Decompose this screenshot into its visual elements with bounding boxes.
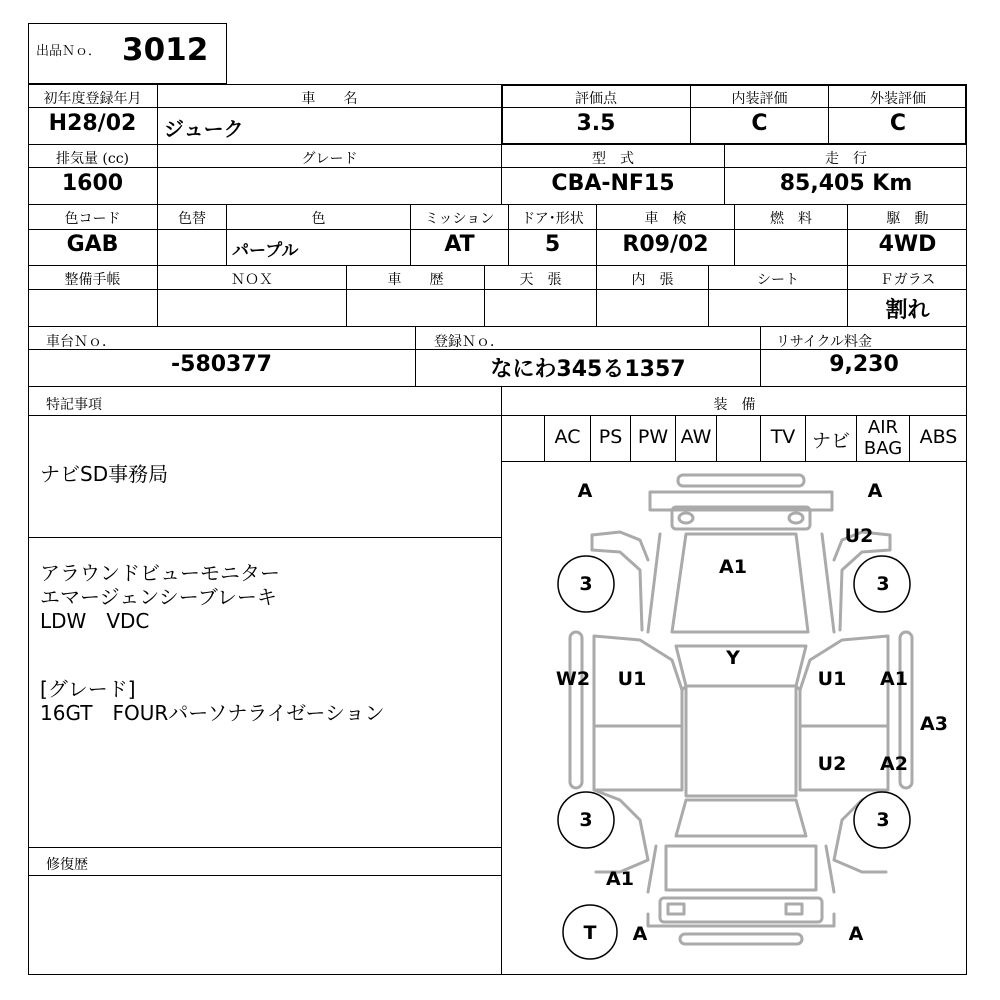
rule [28,229,967,230]
notes-line: エマージェンシーブレーキ [40,585,277,609]
damage-mark: A3 [920,713,948,735]
damage-mark: A2 [880,753,908,775]
car-name-label: 車 名 [301,91,358,107]
damage-mark: U1 [617,668,647,690]
fuel-label: 燃 料 [770,211,812,227]
repair-history-label: 修復歴 [46,857,88,873]
inspection-label: 車 検 [644,211,687,227]
equipment-label: 装 備 [713,397,756,413]
mileage-value: 85,405 Km [779,171,913,196]
damage-mark: A1 [880,668,908,690]
grade-label: グレード [301,151,358,167]
damage-mark: 3 [579,809,593,831]
color-change-label: 色替 [178,211,206,227]
rule [28,386,967,387]
rule [28,847,501,848]
color-value: パープル [232,241,299,261]
damage-mark: A [848,923,864,945]
rule [28,415,967,416]
nox-label: ＮＯＸ [231,272,273,288]
equipment-item-pw: PW [637,426,669,448]
score-value: 3.5 [576,111,616,136]
recycle-fee-value: 9,230 [829,352,899,377]
registration-number-label: 登録Ｎｏ． [434,334,504,350]
door-value: 5 [544,232,561,257]
displacement-value: 1600 [61,171,124,196]
interior-trim-label: 内 張 [631,272,674,288]
drive-value: 4WD [878,232,937,257]
model-value: CBA-NF15 [551,171,675,196]
roof-label: 天 張 [519,272,562,288]
color-code-value: GAB [66,232,119,257]
damage-mark: A1 [719,556,747,578]
chassis-number-label: 車台Ｎｏ． [46,334,116,350]
rule [28,265,967,266]
notes-line: [グレード] [40,677,136,701]
damage-mark: T [583,922,597,944]
rule [28,204,967,205]
damage-mark: 3 [876,573,890,595]
damage-mark: U1 [817,668,847,690]
notes-block [40,561,385,725]
registration-number-value: なにわ345る1357 [490,357,686,382]
rule [28,289,967,290]
recycle-fee-label: リサイクル料金 [776,334,873,350]
equipment-item-navi: ナビ [811,430,850,452]
rule [28,875,501,876]
damage-mark: W2 [555,668,591,690]
lot-number: 3012 [122,32,209,68]
model-label: 型 式 [592,151,634,167]
interior-grade-label: 内装評価 [731,91,788,107]
rule [716,415,717,461]
color-label: 色 [311,211,326,227]
first-registration-label: 初年度登録年月 [43,91,142,107]
front-glass-value: 割れ [885,298,930,323]
score-label: 評価点 [575,91,617,107]
color-code-label: 色コード [64,211,121,227]
mission-label: ミッション [424,211,495,227]
equipment-item-tv: TV [770,426,796,448]
inspection-value: R09/02 [622,232,709,257]
damage-mark: 3 [579,573,593,595]
notes-line: アラウンドビューモニター [40,561,280,585]
rule [28,537,501,538]
equipment-item-ps: PS [598,426,623,448]
mileage-label: 走 行 [825,151,867,167]
damage-mark: 3 [876,809,890,831]
equipment-item-abs: ABS [919,426,958,448]
damage-mark: Y [726,647,740,669]
lot-number-label: 出品Ｎｏ． [36,44,102,59]
damage-mark: A [577,480,593,502]
door-label: ドア･形状 [521,211,584,227]
front-glass-label: Ｆガラス [879,272,936,288]
damage-mark: A [867,480,883,502]
car-damage-diagram [502,462,966,974]
equipment-item-ac: AC [554,426,581,448]
history-label: 車 歴 [387,272,444,288]
damage-mark: A [632,923,648,945]
notes-label: 特記事項 [46,397,102,413]
exterior-grade-value: C [889,111,907,136]
first-registration-value: H28/02 [48,111,137,136]
rule [28,326,967,327]
exterior-grade-label: 外装評価 [870,91,926,107]
notes-line: ナビSD事務局 [40,462,169,486]
maintenance-label: 整備手帳 [64,272,121,288]
interior-grade-value: C [751,111,768,136]
equipment-item-aw: AW [680,426,712,448]
equipment-item-airbag: AIR BAG [863,417,903,459]
notes-line [40,633,385,677]
displacement-label: 排気量 (cc) [55,151,130,167]
mission-value: AT [444,232,475,257]
damage-mark: U2 [817,753,847,775]
damage-mark: A1 [606,868,634,890]
notes-line: 16GT FOURパーソナライゼーション [40,701,385,725]
chassis-number-value: -580377 [171,352,272,377]
notes-line: LDW VDC [40,609,150,633]
seat-label: シート [757,272,799,288]
car-name-value: ジューク [164,117,244,141]
damage-mark: U2 [844,525,874,547]
drive-label: 駆 動 [886,211,929,227]
